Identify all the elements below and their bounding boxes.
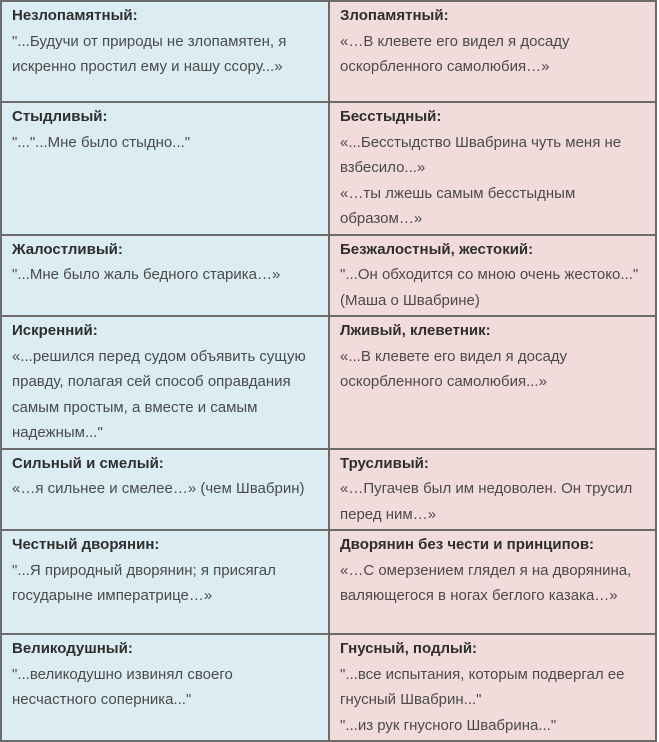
table-row (1, 235, 656, 317)
negative-trait-cell (329, 235, 656, 317)
negative-trait-cell (329, 634, 656, 741)
trait-title: Безжалостный, жестокий: (340, 240, 534, 258)
positive-trait-cell (1, 1, 329, 102)
trait-quote: "...Мне было жаль бедного старика…» (12, 266, 281, 283)
positive-trait-cell (1, 449, 329, 531)
negative-trait-cell (329, 449, 656, 531)
trait-title: Злопамятный: (340, 7, 449, 24)
trait-title: Гнусный, подлый: (340, 640, 478, 657)
table-row (1, 449, 656, 531)
trait-quote: «...Бесстыдство Швабрина чуть меня не взбесило...» (340, 133, 622, 176)
trait-title: Трусливый: (340, 454, 429, 472)
trait-title: Дворянин без чести и принципов: (340, 536, 595, 553)
positive-trait-cell (1, 530, 329, 634)
trait-quote: «...решился перед судом объявить сущую правду, полагая сей способ оправдания самым простым, а вместе и самым надежным..." (12, 347, 306, 441)
trait-title: Лживый, клеветник: (340, 322, 491, 339)
trait-quote: "...из рук гнусного Швабрина..." (340, 716, 557, 734)
positive-trait-cell (1, 316, 329, 449)
trait-quote: «…В клевете его видел я досаду оскорбленного самолюбия…» (340, 32, 570, 75)
trait-title: Великодушный: (12, 640, 133, 657)
trait-quote: "...все испытания, которым подвергал ее гнусный Швабрин..." (340, 665, 625, 708)
positive-trait-cell (1, 235, 329, 317)
trait-quote: «…Пугачев был им недоволен. Он трусил перед ним…» (340, 480, 633, 523)
trait-quote: «…С омерзением глядел я на дворянина, валяющегося в ногах беглого казака…» (340, 561, 632, 604)
table-row (1, 530, 656, 634)
negative-trait-cell (329, 530, 656, 634)
trait-quote: "...Он обходится со мною очень жестоко..." (Маша о Швабрине) (340, 266, 639, 309)
trait-title: Честный дворянин: (12, 536, 160, 553)
positive-trait-cell (1, 102, 329, 235)
trait-quote: "...великодушно извинял своего несчастного соперника..." (12, 665, 233, 708)
negative-trait-cell (329, 102, 656, 235)
trait-title: Бесстыдный: (340, 108, 442, 125)
table-row (1, 316, 656, 449)
trait-quote: «…ты лжешь самым бесстыдным образом…» (340, 184, 576, 227)
positive-trait-cell (1, 634, 329, 741)
negative-trait-cell (329, 316, 656, 449)
trait-quote: "...Я природный дворянин; я присягал государыне императрице…» (12, 561, 276, 604)
trait-title: Искренний: (12, 322, 98, 339)
trait-title: Жалостливый: (12, 240, 123, 258)
table-row (1, 1, 656, 102)
table-row (1, 102, 656, 235)
trait-quote: «...В клевете его видел я досаду оскорбленного самолюбия...» (340, 347, 568, 390)
trait-quote: "...Будучи от природы не злопамятен, я искренно простил ему и нашу ссору...» (12, 32, 287, 75)
trait-quote: «…я сильнее и смелее…» (чем Швабрин) (12, 480, 305, 497)
trait-title: Незлопамятный: (12, 7, 138, 24)
trait-title: Сильный и смелый: (12, 454, 164, 472)
table-row (1, 634, 656, 741)
negative-trait-cell (329, 1, 656, 102)
trait-quote: "..."...Мне было стыдно..." (12, 133, 191, 151)
trait-title: Стыдливый: (12, 108, 108, 125)
